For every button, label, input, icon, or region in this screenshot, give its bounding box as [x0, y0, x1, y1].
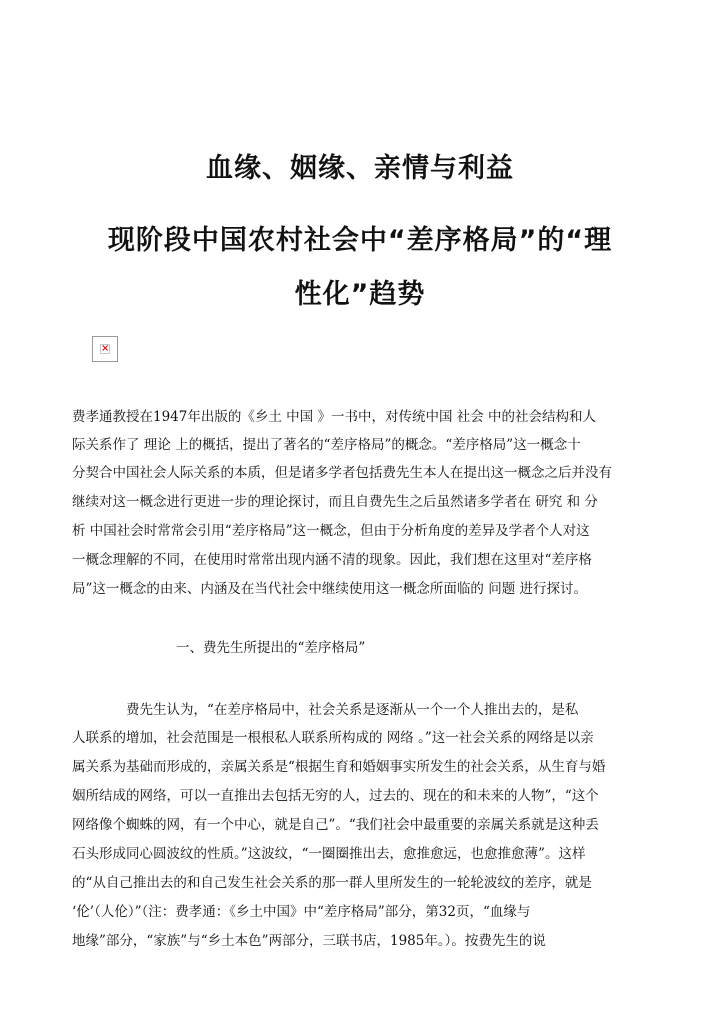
- broken-image-icon: ×: [101, 343, 110, 354]
- paragraph-1-line: 继续对这一概念进行更进一步的理论探讨，而且自费先生之后虽然诸多学者在 研究 和 分: [72, 494, 598, 510]
- paragraph-1-line: 一概念理解的不同，在使用时常常出现内涵不清的现象。因此，我们想在这里对“差序格: [72, 552, 592, 568]
- paragraph-1-line: 局”这一概念的由来、内涵及在当代社会中继续使用这一概念所面临的 问题 进行探讨。: [72, 581, 587, 597]
- paragraph-2-line: ‘伦’（人伦）”（注：费孝通：《乡土中国》中“差序格局”部分，第32页，“血缘与: [72, 904, 531, 920]
- paragraph-2-line: 石头形成同心圆波纹的性质。”这波纹，“一圈圈推出去，愈推愈远，也愈推愈薄”。这样: [72, 846, 586, 862]
- paragraph-1-line: 际关系作了 理论 上的概括，提出了著名的“差序格局”的概念。“差序格局”这一概念十: [72, 437, 581, 453]
- section-heading: 一、费先生所提出的“差序格局”: [176, 640, 366, 656]
- document-subtitle-line-2: 性化”趋势: [294, 279, 426, 310]
- paragraph-2-line: 费先生认为，“在差序格局中，社会关系是逐渐从一个一个人推出去的，是私: [72, 702, 579, 718]
- paragraph-2-line: 的“从自己推出去的和自己发生社会关系的那一群人里所发生的一轮轮波纹的差序，就是: [72, 875, 592, 891]
- paragraph-2-line: 地缘”部分，“家族”与“乡土本色”两部分，三联书店，1985年。）。按费先生的说: [72, 933, 546, 949]
- paragraph-2-line: 网络像个蜘蛛的网，有一个中心，就是自己”。“我们社会中最重要的亲属关系就是这种丢: [72, 817, 599, 833]
- paragraph-2-line: 属关系为基础而形成的，亲属关系是“根据生育和婚姻事实所发生的社会关系，从生育与婚: [72, 759, 606, 775]
- paragraph-2-line: 姻所结成的网络，可以一直推出去包括无穷的人，过去的、现在的和未来的人物”，“这个: [72, 788, 599, 804]
- document-title: 血缘、姻缘、亲情与利益: [206, 153, 514, 184]
- paragraph-1-line: 分契合中国社会人际关系的本质，但是诸多学者包括费先生本人在提出这一概念之后并没有: [72, 465, 612, 481]
- paragraph-2-line: 人联系的增加，社会范围是一根根私人联系所构成的 网络 。”这一社会关系的网络是以亲: [72, 730, 594, 746]
- document-subtitle-line-1: 现阶段中国农村社会中“差序格局”的“理: [107, 225, 613, 256]
- paragraph-1-line: 析 中国社会时常常会引用“差序格局”这一概念，但由于分析角度的差异及学者个人对这: [72, 523, 590, 539]
- broken-image-placeholder: [92, 336, 118, 362]
- paragraph-1-line: 费孝通教授在1947年出版的《乡土 中国 》一书中，对传统中国 社会 中的社会结构和人: [72, 409, 597, 425]
